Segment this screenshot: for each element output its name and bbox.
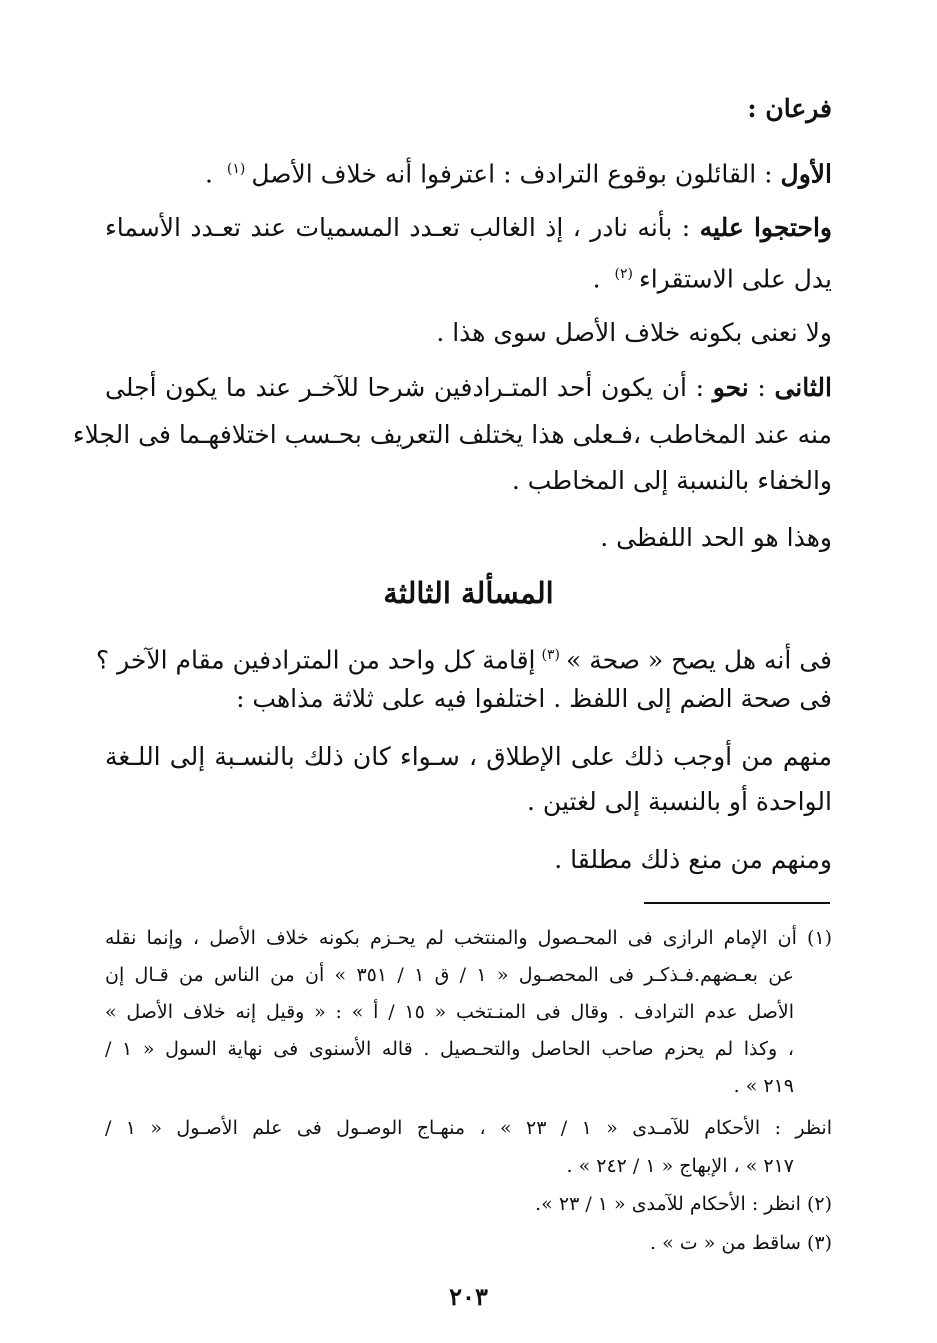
paragraph-second-line-3: والخفاء بالنسبة إلى المخاطب . [511,466,832,495]
view-2-line-1: ومنهم من منع ذلك مطلقا . [554,845,832,874]
paragraph-argument [105,211,832,245]
footnote-3 [105,1229,832,1257]
paragraph-meaning [105,316,832,350]
paragraph-label: الثانى [774,373,832,402]
footnote-text: انظر : الأحكام للآمدى « ١ / ٢٣ ». [535,1193,807,1215]
footnote-ref[interactable]: (٣) [541,647,560,663]
paragraph-text: : بأنه نادر ، إذ الغالب تعـدد المسميات عند تعـدد الأسماء [105,213,700,242]
paragraph-text: يدل على الاستقراء [638,264,832,294]
footnote-1b-line-1: انظر : الأحكام للآمـدى « ١ / ٢٣ » ، منهـاج الوصـول فى علم الأصـول « ١ / [105,1117,832,1139]
section-title: فرعان : [747,94,832,123]
paragraph-text: . [592,264,609,294]
footnote-ref[interactable]: (٢) [614,266,633,282]
paragraph-definition: وهذا هو الحد اللفظى . [600,523,832,552]
footnote-marker: (٢) [806,1193,832,1215]
paragraph-second-line-2: منه عند المخاطب ،فـعلى هذا يختلف التعريف بحـسب اختلافهـما فى الجلاء [72,420,832,449]
footnote-1b-line-2: ٢١٧ » ، الإبهاج « ١ / ٢٤٢ » . [566,1155,794,1177]
footnote-1-line-3: الأصل عدم الترادف . وقال فى المنـتخب « ١٥ / أ » : « وقيل إنه خلاف الأصل » [105,1001,794,1023]
paragraph-label: الأول [780,159,832,189]
paragraph-label: واحتجوا عليه [699,213,832,242]
question-line-2: فى صحة الضم إلى اللفظ . اختلفوا فيه على ثلاثة مذاهب : [236,684,832,713]
paragraph-first [105,152,832,191]
footnote-text: ساقط من « ت » . [650,1232,807,1254]
footnote-divider [644,902,830,904]
chapter-heading: المسألة الثالثة [383,576,554,610]
page-number: ٢٠٣ [449,1282,488,1311]
view-1-line-1: منهم من أوجب ذلك على الإطلاق ، سـواء كان ذلك بالنسـبة إلى اللـغة [105,742,832,771]
paragraph-text: . [204,159,221,189]
view-1-line-2: الواحدة أو بالنسبة إلى لغتين . [527,787,832,816]
paragraph-second [105,371,832,405]
paragraph-text: ولا نعنى بكونه خلاف الأصل سوى هذا . [436,318,832,347]
paragraph-label-2: نحو [712,373,749,402]
question-text: فى أنه هل يصح « صحة » [565,645,832,675]
paragraph-argument-cont [105,257,832,296]
question-text: إقامة كل واحد من المترادفين مقام الآخر ؟ [95,645,536,675]
footnote-1-line-5: ٢١٩ » . [733,1075,794,1097]
footnote-marker: (٣) [806,1232,832,1254]
footnote-marker: (١) [806,927,832,949]
footnote-2 [105,1190,832,1218]
paragraph-text: : القائلون بوقوع الترادف : اعترفوا أنه خلاف الأصل [251,159,781,189]
question-line-1 [95,638,832,677]
footnote-1-line-1 [105,924,832,952]
footnote-1-line-2: عن بعـضهم.فـذكـر فى المحصـول « ١ / ق ١ / ٣٥١ » أن من الناس من قـال إن [105,964,794,986]
footnote-ref[interactable]: (١) [226,161,246,177]
paragraph-text: : أن يكون أحد المتـرادفين شرحا للآخـر عند ما يكون أجلى [105,373,713,402]
footnote-text: أن الإمام الرازى فى المحـصول والمنتخب لم يحـزم بكونه خلاف الأصل ، وإنما نقله [105,927,807,949]
footnote-1-line-4: ، وكذا لم يحزم صاحب الحاصل والتحـصيل . قاله الأسنوى فى نهاية السول « ١ / [105,1038,794,1060]
paragraph-text: : [748,373,775,402]
